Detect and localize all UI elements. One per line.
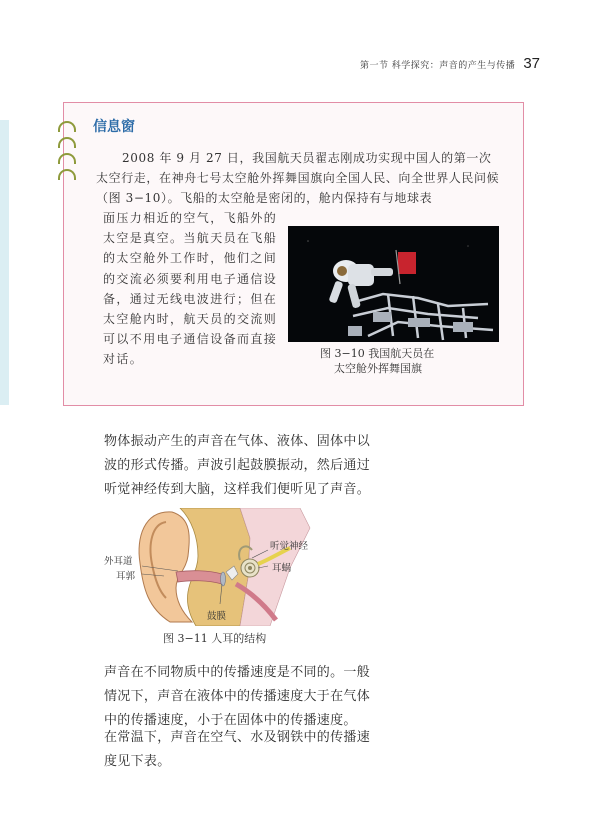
ring-icon xyxy=(58,121,76,132)
page-number: 37 xyxy=(523,55,540,72)
page-header xyxy=(360,55,540,72)
info-paragraph-continuation: 太空行走，在神舟七号太空舱外挥舞国旗向全国人民、向全世界人民问候（图 3−10）。飞船的太空舱是密闭的，舱内保持有与地球表 xyxy=(96,171,500,205)
ear-label-auricle: 耳郭 xyxy=(116,571,136,582)
ring-icon xyxy=(58,153,76,164)
photo-caption xyxy=(320,346,490,376)
chapter-section-title: 第一节 科学探究：声音的产生与传播 xyxy=(359,61,516,71)
info-paragraph-top xyxy=(96,148,501,208)
body-paragraph-sound-propagation: 物体振动产生的声音在气体、液体、固体中以波的形式传播。声波引起鼓膜振动，然后通过听觉神经传到大脑，这样我们便听见了声音。 xyxy=(104,434,371,497)
photo-caption-line1: 图 3−10 我国航天员在 xyxy=(320,347,435,360)
side-color-strip xyxy=(0,120,9,405)
info-paragraph-wrapped: 面压力相近的空气，飞船外的太空是真空。当航天员在飞船的太空舱外工作时，他们之间的交流必须要利用电子通信设备，通过无线电波进行；但在太空舱内时，航天员的交流则可以不用电子通信设备而直接对话。 xyxy=(103,211,278,367)
body-paragraph-speed-table-intro: 在常温下，声音在空气、水及钢铁中的传播速度见下表。 xyxy=(104,730,371,769)
info-window-title: 信息窗 xyxy=(93,119,135,135)
ring-icon xyxy=(58,169,76,180)
info-paragraph-first-line: 2008 年 9 月 27 日，我国航天员翟志刚成功实现中国人的第一次 xyxy=(122,151,492,165)
body-paragraph-sound-speed: 声音在不同物质中的传播速度是不同的。一般情况下，声音在液体中的传播速度大于在气体中的传播速度，小于在固体中的传播速度。 xyxy=(104,665,371,728)
ear-label-auditory-nerve: 听觉神经 xyxy=(270,541,309,552)
ear-figure-caption: 图 3−11 人耳的结构 xyxy=(163,632,267,645)
astronaut-spacewalk-photo xyxy=(288,226,499,342)
ring-icon xyxy=(58,137,76,148)
ear-label-outer-canal: 外耳道 xyxy=(104,556,133,567)
binder-rings-icon xyxy=(58,121,80,185)
ear-label-eardrum: 鼓膜 xyxy=(207,611,227,622)
ear-label-cochlea: 耳蜗 xyxy=(272,563,292,574)
photo-caption-line2: 太空舱外挥舞国旗 xyxy=(334,362,422,375)
astronaut-illustration xyxy=(288,226,499,342)
